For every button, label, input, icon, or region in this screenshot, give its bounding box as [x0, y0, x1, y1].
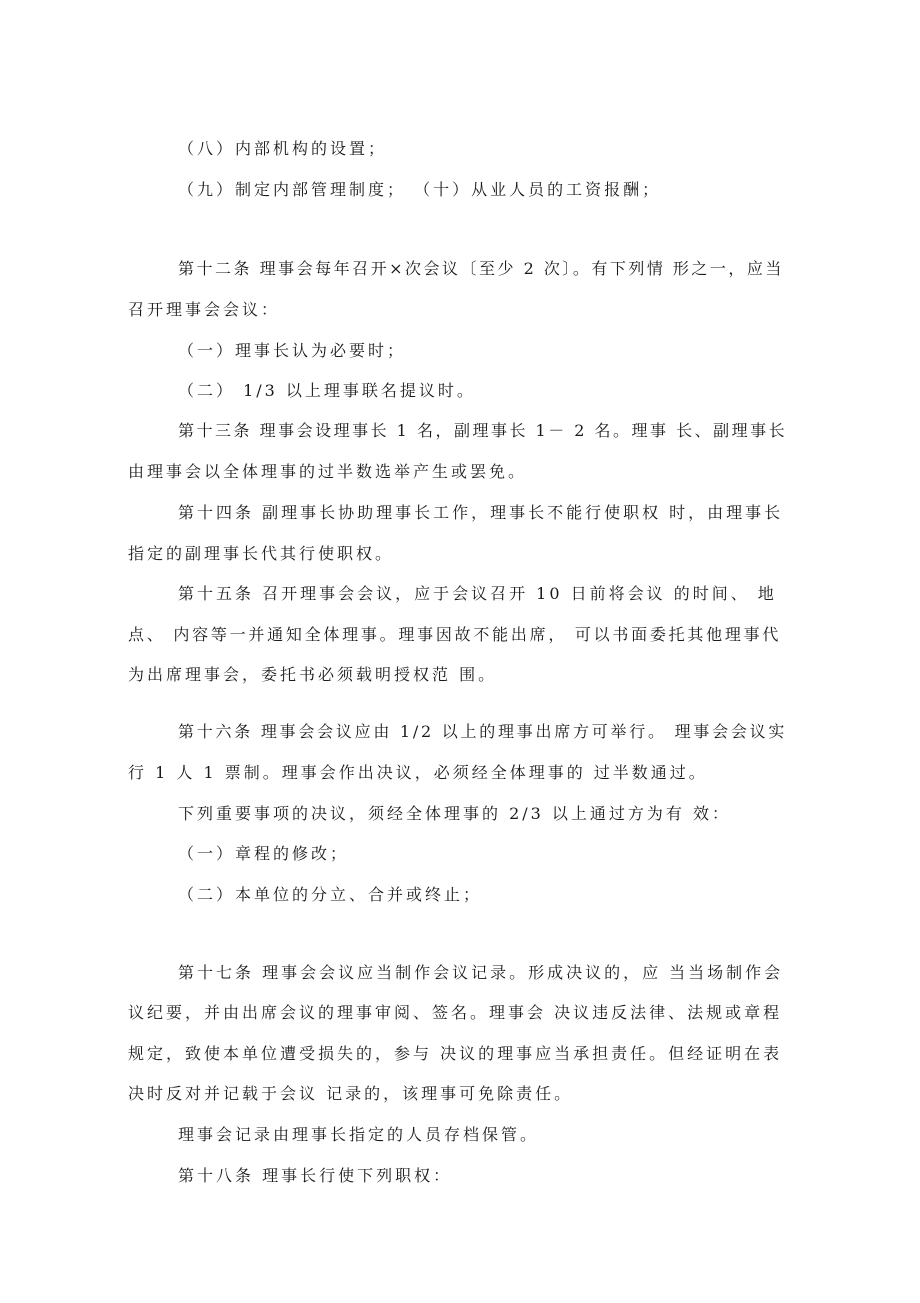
article-17-line-4: 决时反对并记载于会议 记录的，该理事可免除责任。	[128, 1084, 574, 1103]
article-12-line-2: 召开理事会会议：	[128, 300, 281, 319]
article-17-line-1: 第十七条 理事会会议应当制作会议记录。形成决议的，应 当当场制作会	[178, 963, 784, 982]
article-14-line-1: 第十四条 副理事长协助理事长工作，理事长不能行使职权 时，由理事长	[178, 503, 784, 522]
article-16-line-1: 第十六条 理事会会议应由 1/2 以上的理事出席方可举行。 理事会会议实	[178, 722, 788, 741]
article-15-line-2: 点、 内容等一并通知全体理事。理事因故不能出席， 可以书面委托其他理事代	[128, 625, 782, 644]
article-17-line-2: 议纪要，并由出席会议的理事审阅、签名。理事会 决议违反法律、法规或章程	[128, 1003, 783, 1022]
article-16-item-1: （一）章程的修改；	[178, 844, 350, 863]
article-12-item-2: （二） 1/3 以上理事联名提议时。	[178, 381, 476, 400]
article-18-line-1: 第十八条 理事长行使下列职权：	[178, 1166, 453, 1185]
article-15-line-1: 第十五条 召开理事会会议，应于会议召开 10 日前将会议 的时间、 地	[178, 584, 777, 603]
article-16-line-2: 行 1 人 1 票制。理事会作出决议，必须经全体理事的 过半数通过。	[128, 763, 708, 782]
article-14-line-2: 指定的副理事长代其行使职权。	[128, 544, 395, 563]
item-nine-ten-line: （九）制定内部管理制度； （十）从业人员的工资报酬；	[178, 180, 662, 199]
article-13-line-2: 由理事会以全体理事的过半数选举产生或罢免。	[128, 462, 528, 481]
article-15-line-3: 为出席理事会，委托书必须载明授权范 围。	[128, 665, 498, 684]
article-12-item-1: （一）理事长认为必要时；	[178, 341, 407, 360]
article-17-line-3: 规定，致使本单位遭受损失的，参与 决议的理事应当承担责任。但经证明在表	[128, 1044, 783, 1063]
item-eight-line: （八）内部机构的设置；	[178, 139, 388, 158]
article-13-line-1: 第十三条 理事会设理事长 1 名，副理事长 1－ 2 名。理事 长、副理事长	[178, 421, 788, 440]
article-17-record-line: 理事会记录由理事长指定的人员存档保管。	[178, 1125, 540, 1144]
article-16-line-3: 下列重要事项的决议，须经全体理事的 2/3 以上通过方为有 效：	[178, 804, 732, 823]
article-12-line-1: 第十二条 理事会每年召开×次会议〔至少 2 次〕。有下列情 形之一，应当	[178, 259, 784, 278]
article-16-item-2: （二）本单位的分立、合并或终止；	[178, 885, 483, 904]
